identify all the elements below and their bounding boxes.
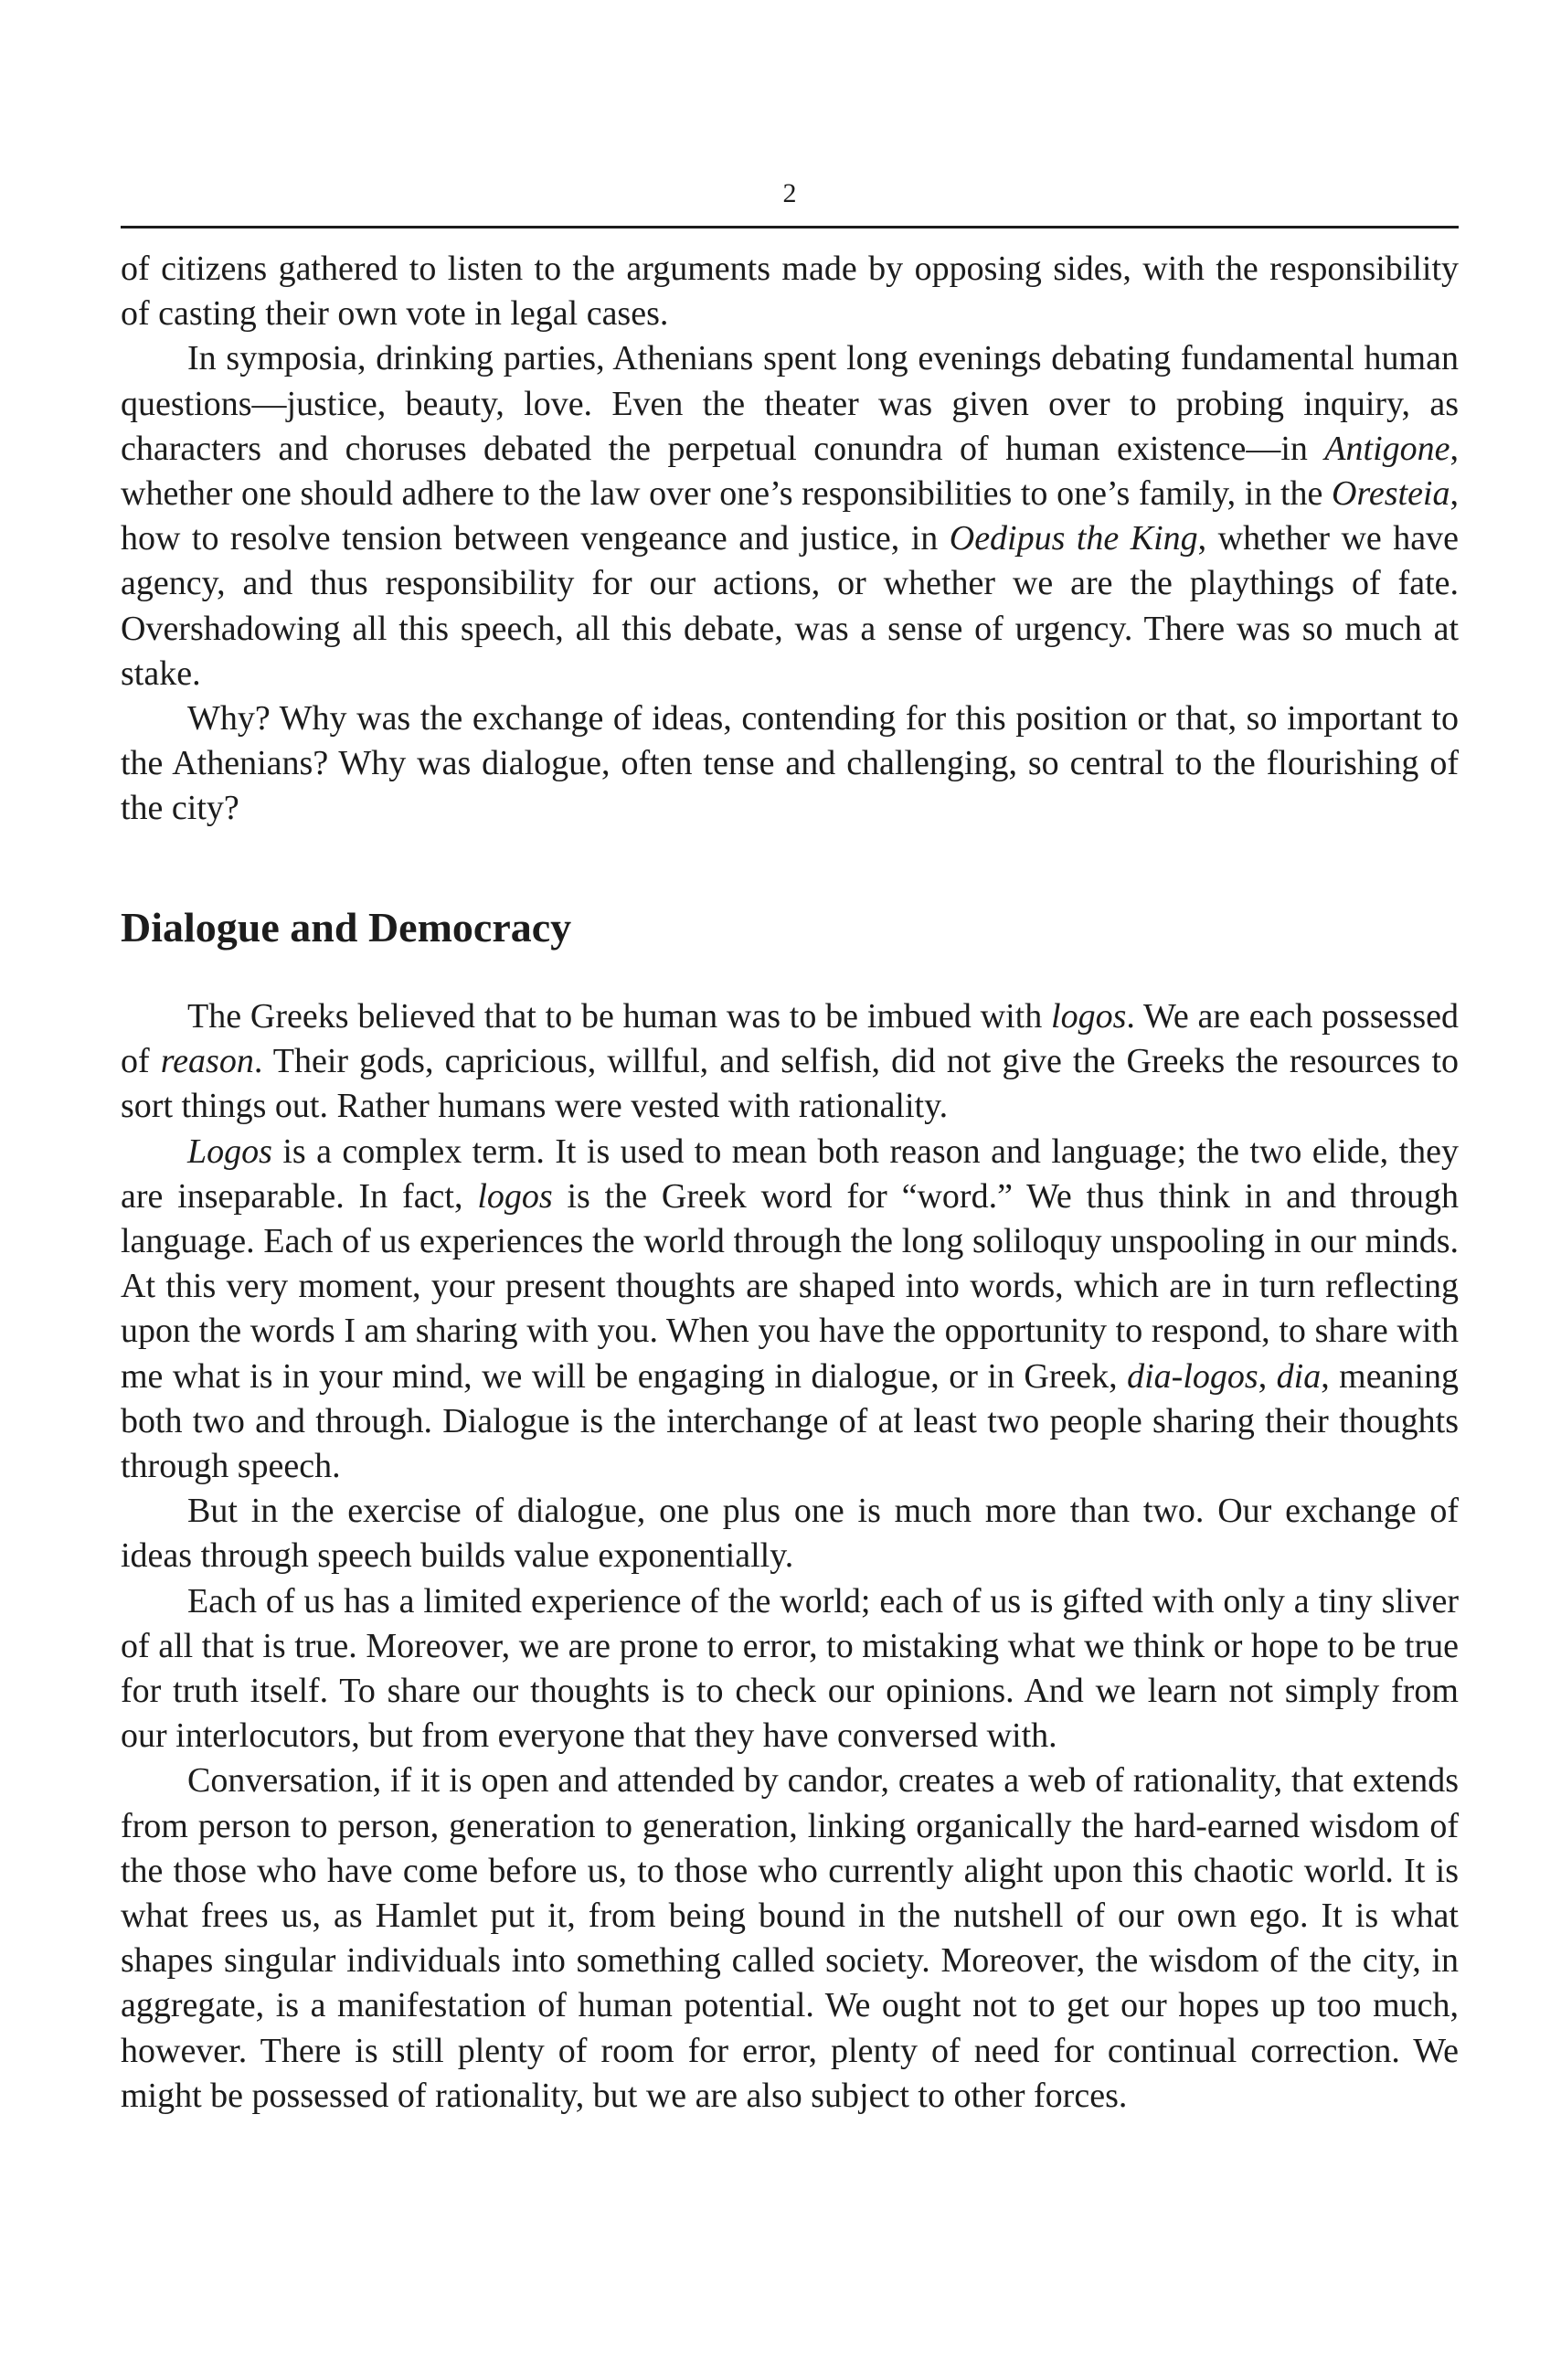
title-oresteia: Oresteia [1332, 474, 1450, 514]
section-heading: Dialogue and Democracy [121, 904, 572, 951]
paragraph-why: Why? Why was the exchange of ideas, contending for this position or that, so important to the Athenians? Why was dialogue, often tense and challenging, so central to the flourishing of the city? [121, 699, 1459, 828]
paragraph-conversation: Conversation, if it is open and attended by candor, creates a web of rationality, that extends from person to person, generation to generation, linking organically the hard-earned wisdom of the those who have come before us, to those who currently alight upon this chaotic world. It is what frees us, as Hamlet put it, from being bound in the nutshell of our own ego. It is what shapes singular individuals into something called society. Moreover, the wisdom of the city, in aggregate, is a manifestation of human potential. We ought not to get our hopes up too much, however. There is still plenty of room for error, plenty of need for continual correction. We might be possessed of rationality, but we are also subject to other forces. [121, 1761, 1459, 2115]
paragraph-continued: of citizens gathered to listen to the arguments made by opposing sides, with the responsibility of casting their own vote in legal cases. [121, 250, 1459, 334]
section-text-block [121, 994, 1459, 2119]
intro-text-block [121, 247, 1459, 832]
header-rule [121, 226, 1459, 228]
paragraph-experience: Each of us has a limited experience of the world; each of us is gifted with only a tiny sliver of all that is true. Moreover, we are prone to error, to mistaking what we think or hope to be true for truth itself. To share our thoughts is to check our opinions. And we learn not simply from our interlocutors, but from everyone that they have conversed with. [121, 1581, 1459, 1756]
paragraph-symposia: In symposia, drinking parties, Athenians spent long evenings debating fundamental human questions—justice, beauty, love. Even the theater was given over to probing inquiry, as characters and choruses debated the perpetual conundra of human existence—in Antigone, whether one should adhere to the law over one’s responsibilities to one’s family, in the Oresteia, how to resolve tension between vengeance and justice, in Oedipus the King, whether we have agency, and thus responsibility for our actions, or whether we are the playthings of fate. Overshadowing all this speech, all this debate, was a sense of urgency. There was so much at stake. [121, 339, 1459, 693]
page-number: 2 [782, 178, 797, 208]
paragraph-logos: Logos is a complex term. It is used to mean both reason and language; the two elide, they are inseparable. In fact, logos is the Greek word for “word.” We thus think in and through language. Each of us experiences the world through the long soliloquy unspooling in our minds. At this very moment, your present thoughts are shaped into words, which are in turn reflecting upon the words I am sharing with you. When you have the opportunity to respond, to share with me what is in your mind, we will be engaging in dialogue, or in Greek, dia-logos, dia, meaning both two and through. Dialogue is the interchange of at least two people sharing their thoughts through speech. [121, 1132, 1459, 1486]
title-oedipus: Oedipus the King [949, 519, 1198, 558]
title-antigone: Antigone [1324, 429, 1450, 468]
paragraph-greeks: The Greeks believed that to be human was to be imbued with logos. We are each possessed of reason. Their gods, capricious, willful, and selfish, did not give the Greeks the resources to sort things out. Rather humans were vested with rationality. [121, 997, 1460, 1126]
paragraph-exercise: But in the exercise of dialogue, one plus one is much more than two. Our exchange of ideas through speech builds value exponentially. [121, 1492, 1459, 1576]
